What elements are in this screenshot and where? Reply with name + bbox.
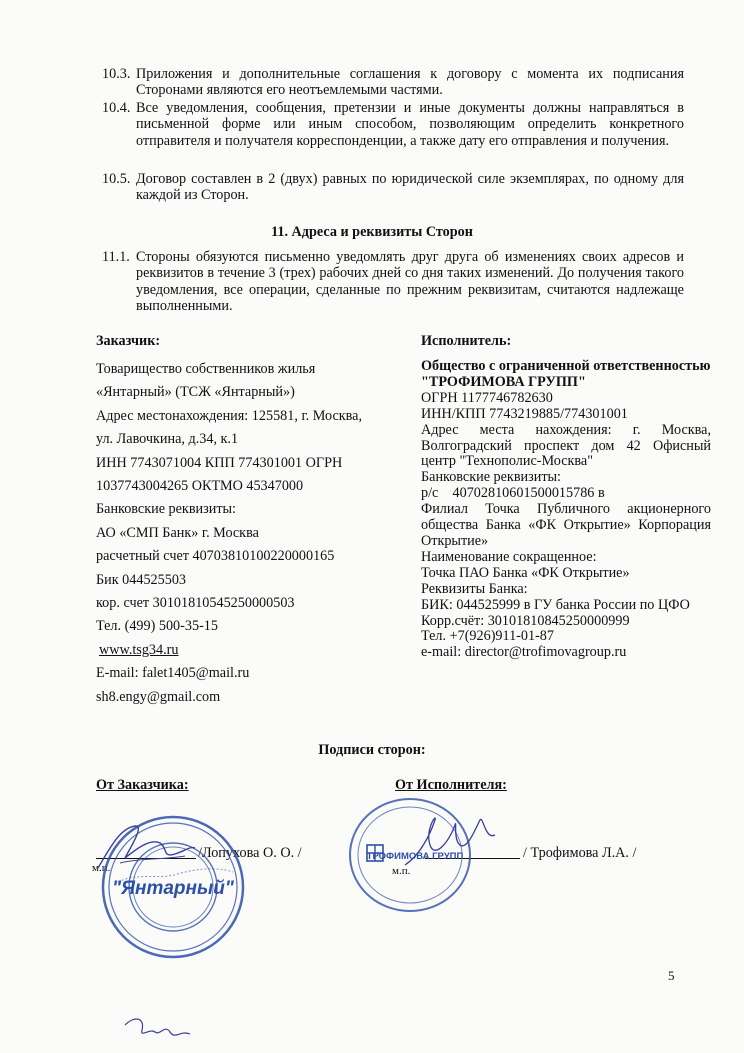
customer-line: Товарищество собственников жилья	[96, 361, 316, 377]
customer-line: ул. Лавочкина, д.34, к.1	[96, 431, 239, 448]
customer-email[interactable]: sh8.engy@gmail.com	[96, 688, 221, 705]
customer-line: кор. счет 30101810545250000503	[96, 595, 295, 612]
contractor-bank: Филиал Точка Публичного акционерного общества Банка «ФК Открытие» Корпорация Открытие»	[421, 501, 711, 549]
customer-email[interactable]: E-mail: falet1405@mail.ru	[96, 665, 250, 682]
customer-line: ИНН 7743071004 КПП 774301001 ОГРН	[96, 454, 343, 471]
clause-text: Стороны обязуются письменно уведомлять друг друга об изменениях своих адресов и реквизитов в течение 3 (трех) рабочих дней со дня таких изменений. До получения такого уведомления, все операции, сделанные по прежним реквизитам, считаются надлежаще выполненными.	[136, 249, 684, 314]
contractor-mp: м.п.	[392, 865, 411, 877]
contractor-details	[421, 359, 711, 661]
customer-line: «Янтарный» (ТСЖ «Янтарный»)	[96, 384, 295, 401]
contractor-phone: Тел. +7(926)911-01-87	[421, 628, 554, 645]
from-contractor-label: От Исполнителя:	[395, 777, 507, 793]
customer-mp: м.п.	[92, 862, 111, 874]
customer-handwritten-signature	[90, 818, 200, 878]
clause-10-5	[102, 171, 684, 204]
contractor-name: Общество с ограниченной ответственностью "ТРОФИМОВА ГРУПП"	[421, 358, 711, 390]
contractor-handwritten-signature	[395, 800, 505, 880]
contractor-bank-label: Банковские реквизиты:	[421, 469, 561, 486]
customer-seal-center: "Янтарный"	[112, 878, 234, 899]
from-customer-label: От Заказчика:	[96, 777, 189, 793]
contractor-account: р/с 40702810601500015786 в	[421, 485, 605, 502]
customer-line: расчетный счет 40703810100220000165	[96, 548, 335, 565]
customer-line: АО «СМП Банк» г. Москва	[96, 524, 259, 541]
customer-signer-name: /Лопухова О. О. /	[198, 845, 302, 861]
contractor-address: Адрес места нахождения: г. Москва, Волгоградский проспект дом 42 Офисный центр "Технополис-Москва"	[421, 421, 711, 470]
clause-number: 10.4.	[102, 100, 131, 116]
contractor-bik: БИК: 044525999 в ГУ банка России по ЦФО	[421, 596, 690, 613]
contractor-inn-kpp: ИНН/КПП 7743219885/774301001	[421, 405, 628, 422]
clause-text: Все уведомления, сообщения, претензии и иные документы должны направляться в письменной форме или иным способом, позволяющим определить конкретного отправителя и получателя корреспонденции, а также дату его отправления и получения.	[136, 100, 684, 149]
customer-title: Заказчик:	[96, 333, 161, 349]
customer-website-link[interactable]: www.tsg34.ru	[99, 641, 179, 658]
clause-10-3	[102, 66, 684, 99]
clause-11-1	[102, 249, 684, 314]
contractor-bank-details-label: Реквизиты Банка:	[421, 580, 528, 597]
contractor-ogrn: ОГРН 1177746782630	[421, 389, 553, 406]
contractor-seal-center: ТРОФИМОВА ГРУПП	[366, 851, 464, 862]
clause-10-4	[102, 100, 684, 149]
page-number: 5	[668, 968, 675, 983]
contractor-email[interactable]: e-mail: director@trofimovagroup.ru	[421, 644, 627, 661]
clause-number: 10.3.	[102, 66, 131, 82]
customer-line: Банковские реквизиты:	[96, 501, 236, 518]
contractor-short-name: Точка ПАО Банка «ФК Открытие»	[421, 564, 630, 581]
initials-signature	[120, 1010, 200, 1050]
contractor-title: Исполнитель:	[421, 333, 512, 349]
contractor-short-name-label: Наименование сокращенное:	[421, 548, 597, 565]
customer-details	[96, 358, 386, 709]
customer-line: 1037743004265 ОКТМО 45347000	[96, 478, 304, 495]
contractor-signer-name: / Трофимова Л.А. /	[523, 845, 637, 861]
customer-line: Тел. (499) 500-35-15	[96, 618, 218, 635]
contractor-corr-account: Корр.счёт: 30101810845250000999	[421, 612, 630, 629]
customer-line: Бик 044525503	[96, 571, 187, 588]
signatures-title: Подписи сторон:	[318, 742, 426, 758]
clause-text: Приложения и дополнительные соглашения к договору с момента их подписания Сторонами являются его неотъемлемыми частями.	[136, 66, 684, 99]
section-title: 11. Адреса и реквизиты Сторон	[271, 224, 473, 240]
clause-number: 10.5.	[102, 171, 131, 187]
customer-line: Адрес местонахождения: 125581, г. Москва,	[96, 407, 363, 424]
clause-text: Договор составлен в 2 (двух) равных по юридической силе экземплярах, по одному для каждой из Сторон.	[136, 171, 684, 204]
clause-number: 11.1.	[102, 249, 130, 265]
